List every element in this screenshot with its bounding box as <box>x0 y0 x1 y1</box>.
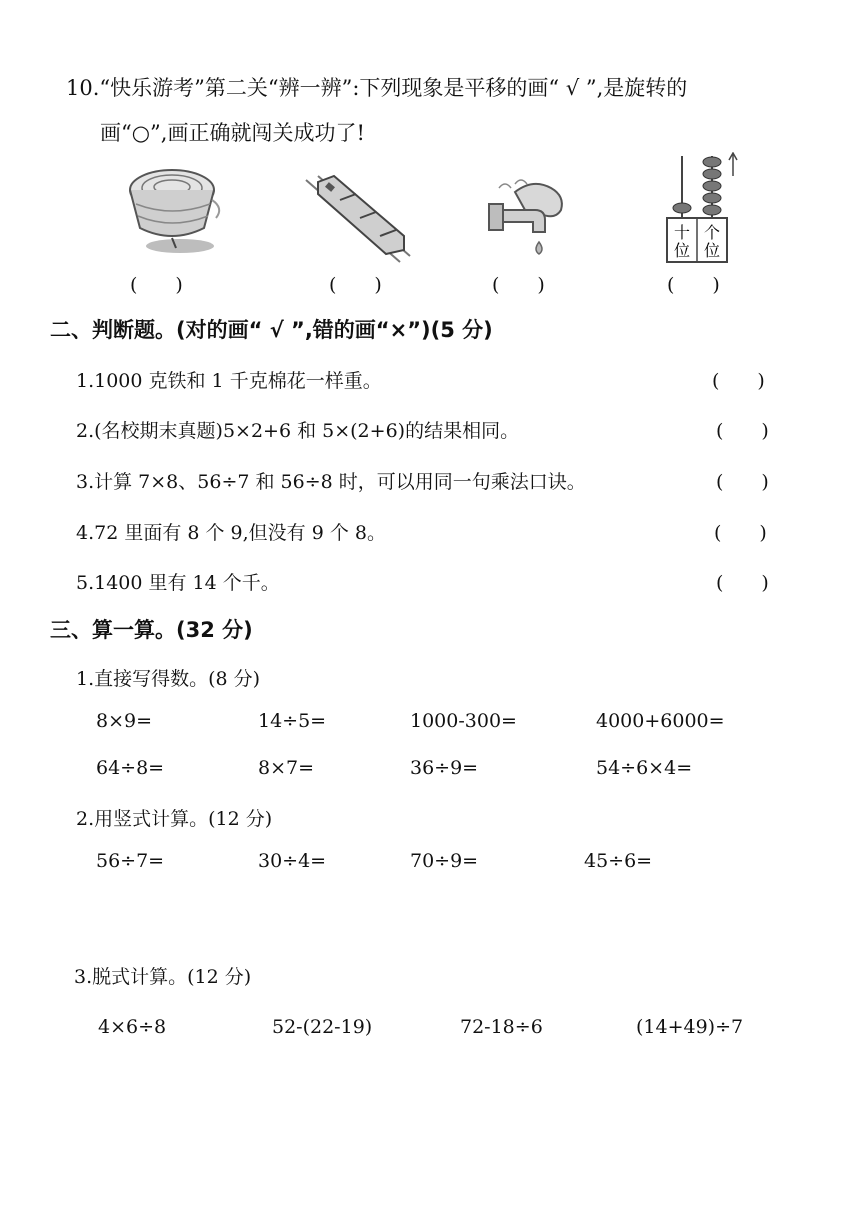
judge-item-5: 5.1400 里有 14 个千。 <box>76 572 280 594</box>
stepwise-calc-4: (14+49)÷7 <box>636 1016 744 1038</box>
judge-blank-4[interactable]: ( ) <box>714 522 767 544</box>
stepwise-calc-3: 72-18÷6 <box>460 1016 543 1038</box>
judge-blank-5[interactable]: ( ) <box>716 572 769 594</box>
part1-title: 1.直接写得数。(8 分) <box>76 668 261 690</box>
judge-blank-1[interactable]: ( ) <box>712 370 765 392</box>
vertical-calc-3: 70÷9= <box>410 850 479 872</box>
oral-calc-7: 36÷9= <box>410 757 479 779</box>
judge-item-3: 3.计算 7×8、56÷7 和 56÷8 时，可以用同一句乘法口诀。 <box>76 471 586 493</box>
oral-calc-5: 64÷8= <box>96 757 165 779</box>
q10-line2: 画“○”,画正确就闯关成功了! <box>100 121 365 145</box>
judge-blank-2[interactable]: ( ) <box>716 420 769 442</box>
stepwise-calc-2: 52-(22-19) <box>272 1016 373 1038</box>
q10-line1: 10.“快乐游考”第二关“辨一辨”:下列现象是平移的画“ √ ”,是旋转的 <box>66 76 688 100</box>
vertical-calc-2: 30÷4= <box>258 850 327 872</box>
section3-title: 三、算一算。(32 分) <box>50 618 253 642</box>
oral-calc-1: 8×9= <box>96 710 153 732</box>
answer-blank-train[interactable]: ( ) <box>329 274 382 296</box>
oral-calc-8: 54÷6×4= <box>596 757 693 779</box>
judge-item-2: 2.(名校期末真题)5×2+6 和 5×(2+6)的结果相同。 <box>76 420 520 442</box>
abacus-label-tens-2: 位 <box>673 241 691 260</box>
abacus-icon <box>665 152 745 267</box>
vertical-calc-1: 56÷7= <box>96 850 165 872</box>
judge-blank-3[interactable]: ( ) <box>716 471 769 493</box>
answer-blank-abacus[interactable]: ( ) <box>667 274 720 296</box>
judge-item-1: 1.1000 克铁和 1 千克棉花一样重。 <box>76 370 382 392</box>
answer-blank-top[interactable]: ( ) <box>130 274 183 296</box>
train-icon <box>300 170 415 265</box>
spinning-top-icon <box>120 160 230 260</box>
part2-title: 2.用竖式计算。(12 分) <box>76 808 273 830</box>
stepwise-calc-1: 4×6÷8 <box>98 1016 167 1038</box>
judge-item-4: 4.72 里面有 8 个 9,但没有 9 个 8。 <box>76 522 386 544</box>
abacus-label-tens-1: 十 <box>673 223 691 242</box>
abacus-label-ones-2: 位 <box>703 241 721 260</box>
oral-calc-2: 14÷5= <box>258 710 327 732</box>
oral-calc-6: 8×7= <box>258 757 315 779</box>
abacus-label-ones-1: 个 <box>703 223 721 242</box>
faucet-icon <box>485 170 575 265</box>
part3-title: 3.脱式计算。(12 分) <box>74 966 252 988</box>
vertical-calc-4: 45÷6= <box>584 850 653 872</box>
oral-calc-3: 1000-300= <box>410 710 517 732</box>
section2-title: 二、判断题。(对的画“ √ ”,错的画“×”)(5 分) <box>50 318 493 342</box>
oral-calc-4: 4000+6000= <box>596 710 725 732</box>
answer-blank-faucet[interactable]: ( ) <box>492 274 545 296</box>
